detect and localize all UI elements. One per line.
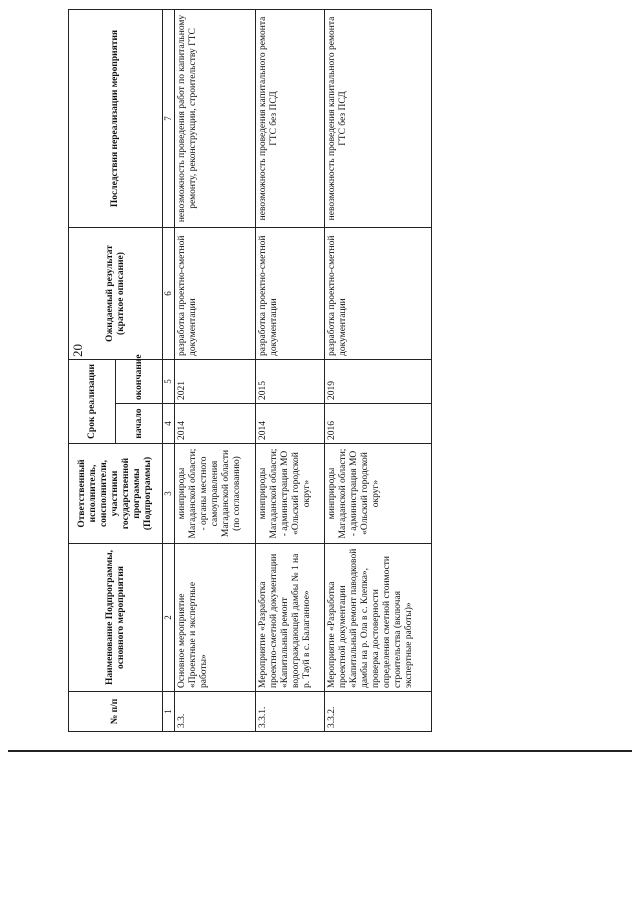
- table-row: [175, 10, 256, 732]
- row-result: разработка проектно-сметной документации: [175, 228, 256, 360]
- header-start: начало: [116, 404, 163, 444]
- column-number: 3: [163, 444, 175, 544]
- row-num: 3.3.1.: [256, 692, 325, 732]
- header-row: [69, 10, 116, 732]
- row-consequences: невозможность проведения капитального ремонта ГТС без ПСД: [256, 10, 325, 228]
- column-number: 2: [163, 544, 175, 692]
- row-result: разработка проектно-сметной документации: [325, 228, 432, 360]
- row-end: 2019: [325, 360, 432, 404]
- header-end: окончание: [116, 360, 163, 404]
- row-end: 2015: [256, 360, 325, 404]
- column-number: 7: [163, 10, 175, 228]
- column-number: 1: [163, 692, 175, 732]
- header-result: Ожидаемый результат (краткое описание): [69, 228, 163, 360]
- row-result: разработка проектно-сметной документации: [256, 228, 325, 360]
- row-num: 3.3.2.: [325, 692, 432, 732]
- row-end: 2021: [175, 360, 256, 404]
- header-num: № п/п: [69, 692, 163, 732]
- row-name: Основное мероприятие «Проектные и экспертные работы»: [175, 544, 256, 692]
- row-name: Мероприятие «Разработка проектно-сметной документации «Капитальный ремонт водоограждающей дамбы № 1 на р. Тауй в с. Балаганное»: [256, 544, 325, 692]
- table-row: [325, 10, 432, 732]
- column-number-row: [163, 10, 175, 732]
- header-term: Срок реализации: [69, 360, 116, 444]
- row-start: 2014: [256, 404, 325, 444]
- row-start: 2014: [175, 404, 256, 444]
- page-number: 20: [70, 344, 85, 357]
- header-name: Наименование Подпрограммы, основного мероприятия: [69, 544, 163, 692]
- column-number: 5: [163, 360, 175, 404]
- row-name: Мероприятие «Разработка проектной документации «Капитальный ремонт паводковой дамбы на р. Ола в с. Клепка», проверка достоверности определения сметной стоимости строительства (включая экспертные работы)»: [325, 544, 432, 692]
- measures-table: [68, 9, 432, 732]
- table-row: [256, 10, 325, 732]
- header-consequences: Последствия нереализации мероприятия: [69, 10, 163, 228]
- document-table-wrapper: [68, 10, 432, 732]
- row-executor: минприроды Магаданской области; - администрация МО «Ольский городской округ»: [256, 444, 325, 544]
- row-consequences: невозможность проведения работ по капитальному ремонту, реконструкции, строительству ГТС: [175, 10, 256, 228]
- row-executor: минприроды Магаданской области; - администрация МО «Ольский городской округ»: [325, 444, 432, 544]
- row-executor: минприроды Магаданской области; - органы местного самоуправления Магаданской области (по согласованию): [175, 444, 256, 544]
- row-start: 2016: [325, 404, 432, 444]
- row-num: 3.3.: [175, 692, 256, 732]
- row-consequences: невозможность проведения капитального ремонта ГТС без ПСД: [325, 10, 432, 228]
- column-number: 6: [163, 228, 175, 360]
- horizontal-rule: [8, 750, 632, 752]
- column-number: 4: [163, 404, 175, 444]
- header-executor: Ответственный исполнитель, соисполнители, участники государственной программы (Подпрограммы): [69, 444, 163, 544]
